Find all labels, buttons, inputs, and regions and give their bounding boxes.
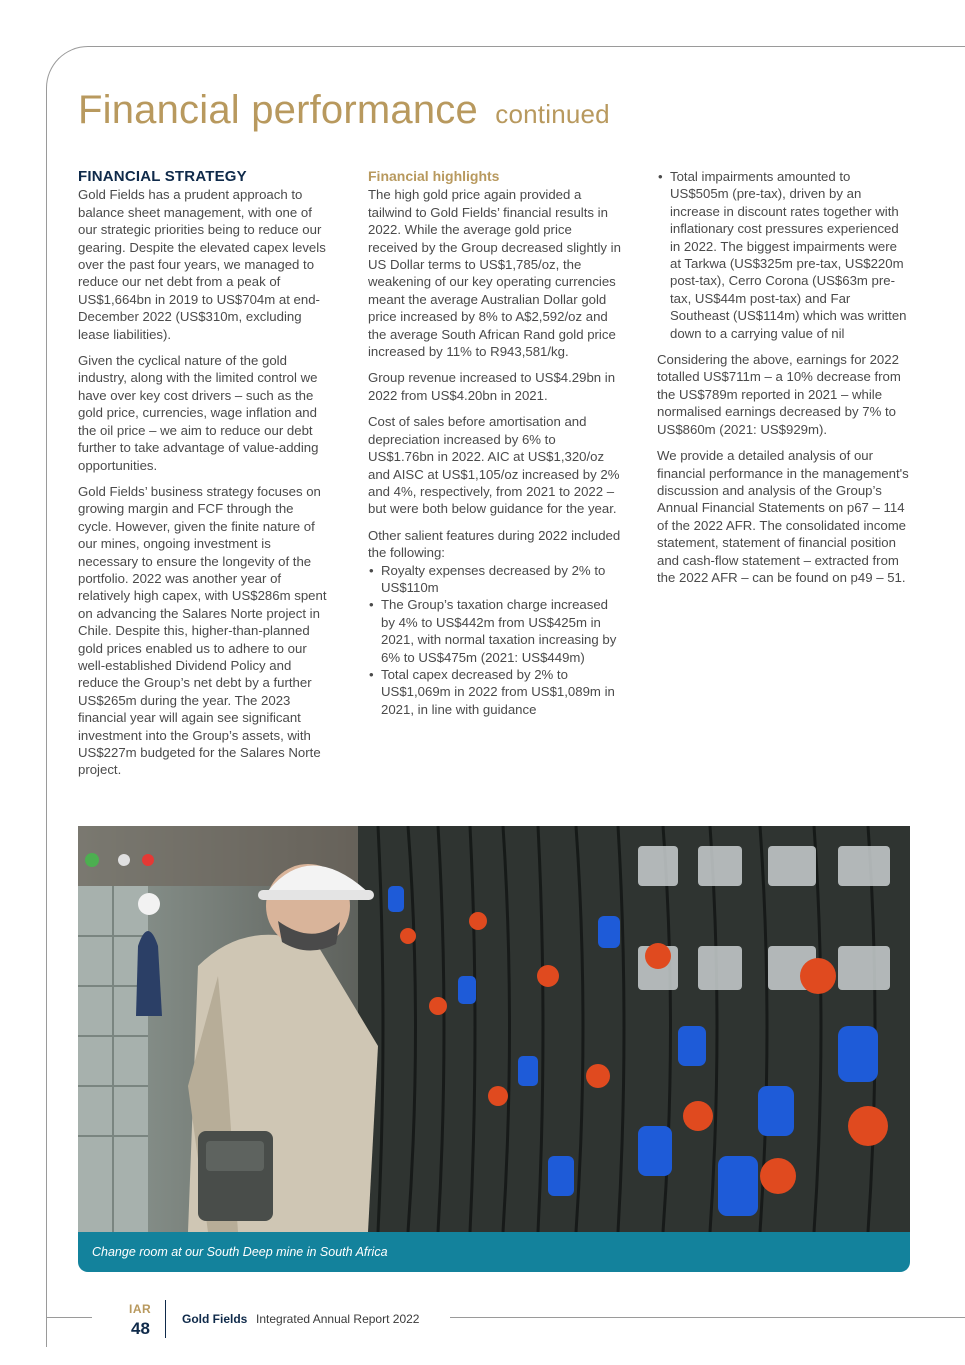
footer-divider bbox=[165, 1300, 166, 1338]
change-room-image bbox=[78, 826, 910, 1232]
page-title-suffix: continued bbox=[495, 99, 610, 129]
paragraph: Given the cyclical nature of the gold industry, along with the limited control we have over key cost drivers – such as the gold price, currencies, wage inflation and the oil price – we aim to reduce our debt further to take advantage of value-adding opportunities. bbox=[78, 353, 319, 473]
column-financial-strategy bbox=[78, 168, 330, 788]
paragraph: Cost of sales before amortisation and depreciation increased by 6% to US$1.76bn in 2022. AIC at US$1,320/oz and AISC at US$1,105/oz increased by 2% and 4%, respectively, from 2021 to 2022 – but were both below guidance for the year. bbox=[368, 414, 620, 517]
list-item: • Total capex decreased by 2% to US$1,069m in 2022 from US$1,089m in 2021, in line with guidance bbox=[368, 666, 623, 718]
change-room-photo bbox=[78, 826, 910, 1272]
financial-highlights-heading: Financial highlights bbox=[368, 168, 500, 184]
salient-features-list bbox=[368, 562, 623, 719]
footer-section-label: IAR bbox=[129, 1302, 152, 1316]
photo-caption: Change room at our South Deep mine in South Africa bbox=[78, 1232, 910, 1272]
footer-rule-right bbox=[450, 1317, 965, 1318]
paragraph: Considering the above, earnings for 2022 totalled US$711m – a 10% decrease from the US$789m reported in 2021 – while normalised earnings decreased by 7% to US$860m (2021: US$929m). bbox=[657, 352, 901, 437]
page-title-main: Financial performance bbox=[78, 88, 478, 132]
footer-report-title: Integrated Annual Report 2022 bbox=[256, 1312, 420, 1326]
financial-strategy-heading: FINANCIAL STRATEGY bbox=[78, 168, 247, 185]
paragraph: The high gold price again provided a tailwind to Gold Fields’ financial results in 2022. While the average gold price received by the Group decreased slightly in US Dollar terms to US$1,785/oz, the weakening of our key operating currencies meant the average Australian Dollar gold price increased by 8% to A$2,592/oz and the average South African Rand gold price increased by 11% to R943,581/kg. bbox=[368, 187, 621, 360]
list-item: • The Group’s taxation charge increased by 4% to US$442m from US$425m in 2021, with normal taxation increasing by 6% to US$475m (2021: US$449m) bbox=[368, 596, 623, 666]
list-item: • Royalty expenses decreased by 2% to US$110m bbox=[368, 562, 623, 597]
list-item: • Total impairments amounted to US$505m (pre-tax), driven by an increase in discount rates together with inflationary cost pressures experienced in 2022. The biggest impairments were at Tarkwa (US$325m pre-tax, US$220m post-tax), Cerro Corona (US$63m pre-tax, US$44m post-tax) and Far Southeast (US$114m) which was written down to a carrying value of nil bbox=[657, 168, 909, 342]
footer-rule-left bbox=[46, 1317, 92, 1318]
paragraph: Gold Fields’ business strategy focuses on growing margin and FCF through the cycle. However, given the finite nature of our mines, ongoing investment is necessary to ensure the longevity of the portfolio. 2022 was another year of relatively high capex, with US$286m spent on advancing the Salares Norte project in Chile. Despite this, higher-than-planned gold prices enabled us to adhere to our well-established Dividend Policy and reduce the Group’s net debt by a further US$265m during the year. The 2023 financial year will again see significant investment into the Group’s assets, with US$227m budgeted for the Salares Norte project. bbox=[78, 483, 327, 778]
impairments-list bbox=[657, 168, 909, 342]
page-title bbox=[78, 88, 610, 133]
footer-company: Gold Fields bbox=[182, 1312, 248, 1326]
paragraph: Other salient features during 2022 included the following: bbox=[368, 527, 621, 561]
paragraph: Gold Fields has a prudent approach to balance sheet management, with one of our strategic priorities being to reduce our gearing. Despite the elevated capex levels over the past four years, we managed to reduce our net debt from a peak of US$1,664bn in 2019 to US$704m at end-December 2022 (US$310m, excluding lease liabilities). bbox=[78, 187, 326, 342]
column-financial-highlights bbox=[368, 168, 623, 727]
paragraph: We provide a detailed analysis of our financial performance in the management's discussion and analysis of the Group’s Annual Financial Statements on p67 – 114 of the 2022 AFR. The consolidated income statement, statement of financial position and cash-flow statement – extracted from the 2022 AFR – can be found on p49 – 51. bbox=[657, 448, 909, 585]
column-earnings bbox=[657, 168, 909, 595]
page-number: 48 bbox=[131, 1319, 150, 1338]
paragraph: Group revenue increased to US$4.29bn in 2022 from US$4.20bn in 2021. bbox=[368, 370, 616, 403]
